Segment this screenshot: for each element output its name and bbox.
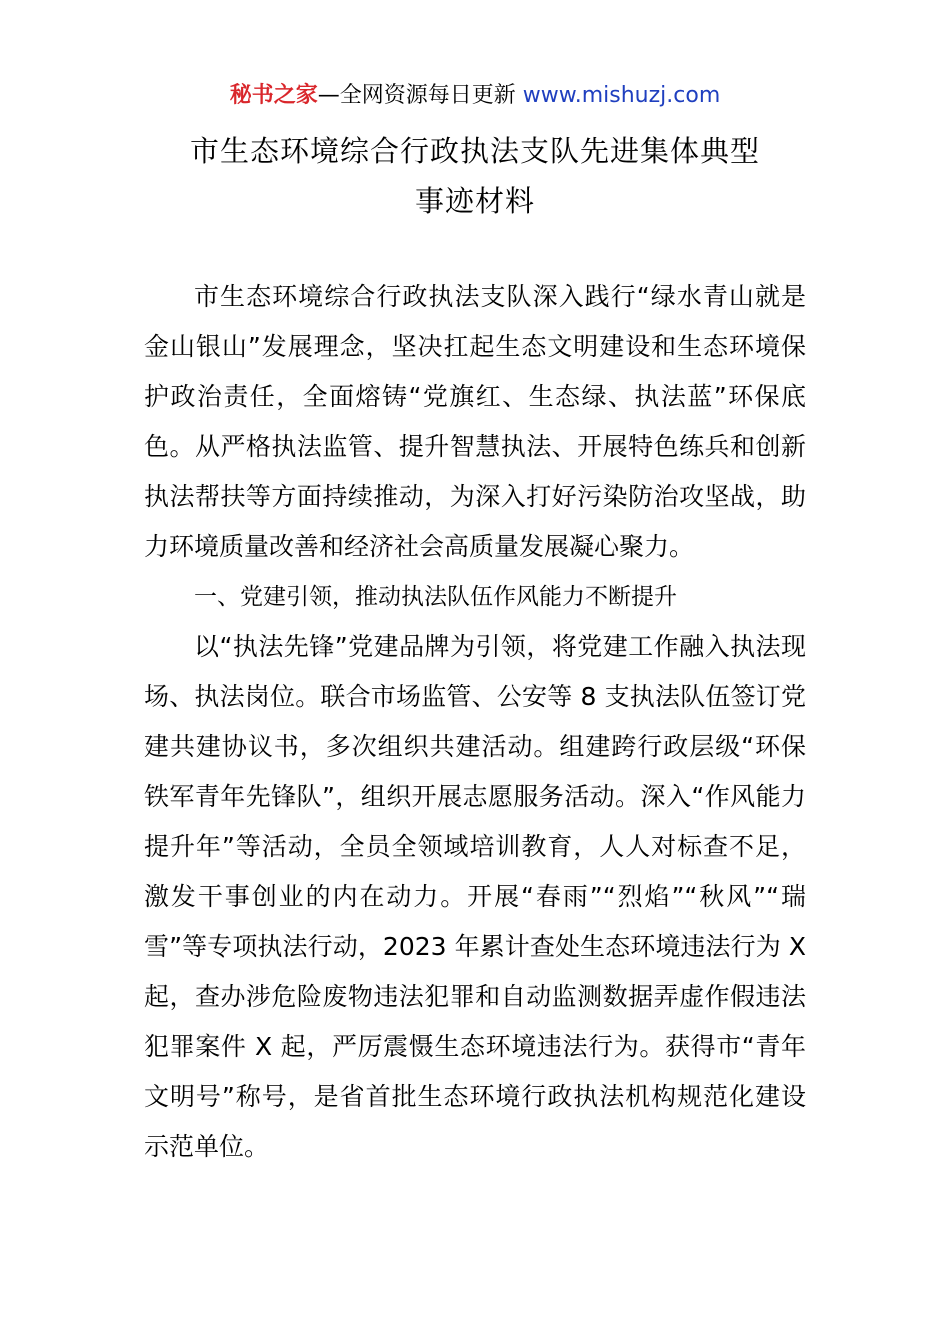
section-heading-1: 一、党建引领，推动执法队伍作风能力不断提升	[194, 584, 677, 610]
title-line-1: 市生态环境综合行政执法支队先进集体典型	[189, 134, 760, 168]
paragraph-intro: 市生态环境综合行政执法支队深入践行“绿水青山就是金山银山”发展理念，坚决扛起生态文明建设和生态环境保护政治责任，全面熔铸“党旗红、生态绿、执法蓝”环保底色。从严格执法监管、提升智慧执法、开展特色练兵和创新执法帮扶等方面持续推动，为深入打好污染防治攻坚战，助力环境质量改善和经济社会高质量发展凝心聚力。	[144, 282, 806, 561]
paragraph-section-1: 以“执法先锋”党建品牌为引领，将党建工作融入执法现场、执法岗位。联合市场监管、公安等 8 支执法队伍签订党建共建协议书，多次组织共建活动。组建跨行政层级“环保铁军青年先锋队”，组织开展志愿服务活动。深入“作风能力提升年”等活动，全员全领域培训教育，人人对标查不足，激发干事创业的内在动力。开展“春雨”“烈焰”“秋风”“瑞雪”等专项执法行动，2023 年累计查处生态环境违法行为 X 起，查办涉危险废物违法犯罪和自动监测数据弄虚作假违法犯罪案件 X 起，严厉震慑生态环境违法行为。获得市“青年文明号”称号，是省首批生态环境行政执法机构规范化建设示范单位。	[144, 632, 806, 1161]
site-url-link[interactable]: www.mishuzj.com	[522, 83, 721, 108]
document-body	[144, 272, 806, 1172]
title-line-2: 事迹材料	[414, 184, 535, 218]
document-title	[0, 126, 950, 226]
site-header	[0, 80, 950, 112]
header-tagline: —全网资源每日更新	[317, 83, 516, 108]
brand-name: 秘书之家	[229, 83, 318, 108]
